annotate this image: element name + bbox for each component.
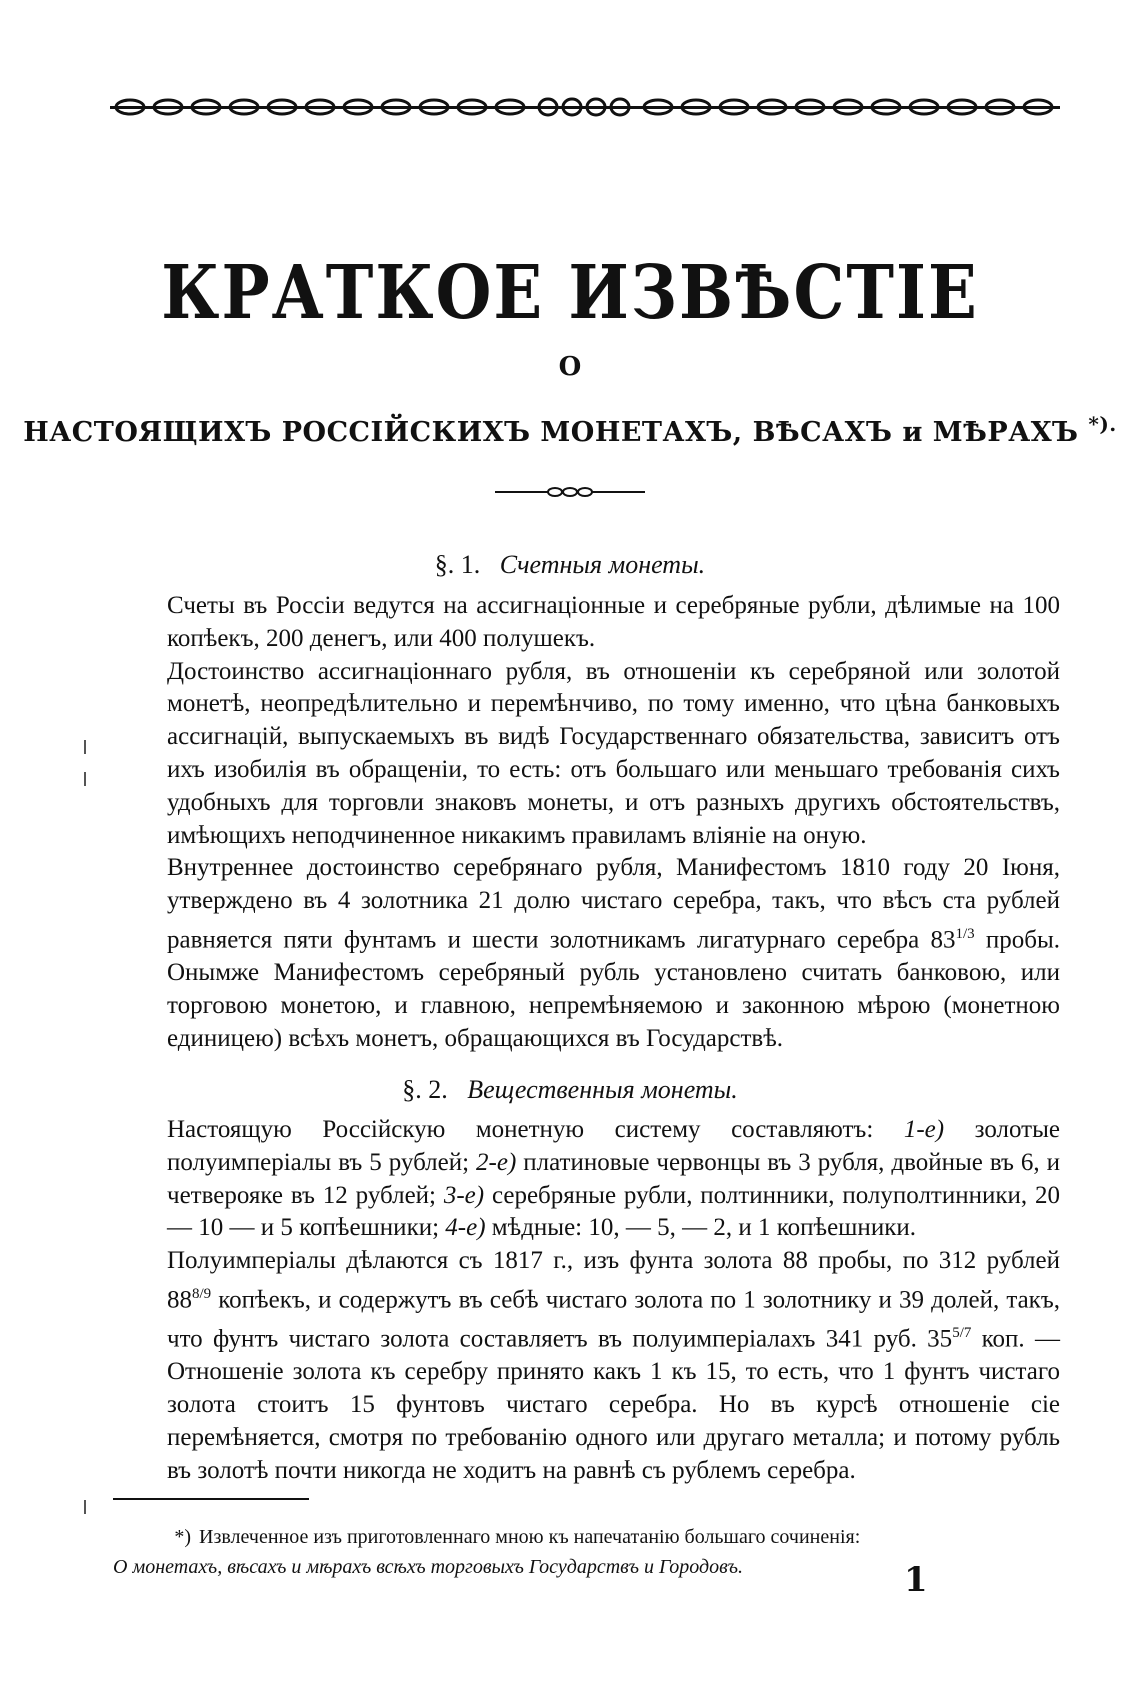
section-1-paragraph-4: пробы. Онымже Манифестомъ серебряный рубль установлено считать банковою, или торговою монетою, и главною, непремѣняемою и законною мѣрою (монетною единицею) всѣхъ монетъ, обращающихся въ Государствѣ. — [167, 926, 1061, 1052]
p1-enum-2: 2-е) — [476, 1148, 517, 1176]
fineness-fraction: 1/3 — [955, 925, 975, 942]
title-preposition: О — [558, 352, 582, 382]
section-1-paragraph-2: Достоинство ассигнаціоннаго рубля, въ отношеніи къ серебряной или золотой монетѣ, неопредѣлительно и перемѣнчиво, по тому именно, что цѣна банковыхъ ассигнацій, выпускаемыхъ въ видѣ Государственнаго обязательства, зависитъ отъ ихъ изобилія въ обращеніи, то есть: отъ большаго или меньшаго требованія сихъ удобныхъ для торговли знаковъ монеты, и отъ разныхъ другихъ обстоятельствъ, имѣющихъ неподчиненное никакимъ правиламъ вліяніе на оную. — [167, 657, 1060, 849]
section-1-paragraph-1: Счеты въ Россіи ведутся на ассигнаціонные и серебряные рубли, дѣлимые на 100 копѣекъ, 200 денегъ, или 400 полушекъ. — [167, 592, 1060, 652]
section-2-paragraph-2 — [167, 1245, 1060, 1487]
footnote-text-1: Извлеченное изъ приготовленнаго мною къ напечатанію большаго сочиненія: — [199, 1526, 861, 1548]
subtitle-text: НАСТОЯЩИХЪ РОССІЙСКИХЪ МОНЕТАХЪ, ВѢСАХЪ и МѢРАХЪ — [23, 417, 1079, 448]
p1-start: Настоящую Россійскую монетную систему составляютъ: — [167, 1116, 904, 1143]
fineness-whole: 83 — [930, 926, 956, 954]
p2-text-c: коп. — Отношеніе золота къ серебру принято какъ 1 къ 15, то есть, что 1 фунтъ чистаго золота стоитъ 15 фунтовъ чистаго серебра. Но въ курсѣ отношеніе сіе перемѣняется, смотря по требованію одного или другаго металла; и потому рубль въ золотѣ почти никогда не ходитъ на равнѣ съ рублемъ серебра. — [167, 1325, 1060, 1484]
p1-enum-4: 4-е) — [445, 1214, 486, 1242]
page-title: КРАТКОЕ ИЗВѢСТІЕ — [161, 250, 979, 337]
p1-text-1: золотые полуимперіалы въ 5 рублей; — [167, 1116, 1060, 1176]
footnote-rule — [113, 1498, 309, 1500]
p2-text-b: копѣекъ, и содержутъ въ себѣ чистаго золота по 1 золотнику и 39 долей, такъ, что фунтъ чистаго золота составляетъ въ полуимперіалахъ 341 руб. 35 — [167, 1286, 1060, 1353]
section-1-paragraph-3 — [167, 852, 1060, 1055]
footnote-line-1 — [113, 1522, 1063, 1552]
divider-ornament — [495, 484, 645, 500]
p2-text-a: Полуимперіалы дѣлаются съ 1817 г., изъ фунта золота 88 пробы, по 312 рублей — [167, 1247, 1060, 1275]
section-1-heading — [0, 550, 1140, 580]
p2-fraction-1: 8/9 — [192, 1285, 212, 1302]
section-1-number: §. 1. — [434, 550, 481, 579]
section-1-name: Счетныя монеты. — [499, 550, 706, 579]
section-2-paragraph-1 — [167, 1114, 1060, 1245]
p2-number: 88 — [167, 1286, 192, 1314]
scan-artifact — [84, 1500, 86, 1514]
p1-enum-1: 1-е) — [903, 1116, 945, 1143]
subtitle-footnote-mark: *). — [1088, 412, 1117, 436]
footnote-mark: *) — [174, 1526, 191, 1548]
p1-enum-3: 3-е) — [443, 1181, 485, 1209]
p1-text-2: платиновые червонцы въ 3 рубля, двойные въ 6, и четверояке въ 12 рублей; — [167, 1148, 1060, 1209]
section-2-heading — [0, 1075, 1140, 1105]
scan-artifact — [84, 772, 86, 786]
p1-text-3: серебряные рубли, полтинники, полуполтинники, 20 — 10 — и 5 копѣешники; — [167, 1181, 1061, 1242]
section-2-name: Вещественныя монеты. — [467, 1075, 738, 1104]
scan-artifact — [84, 740, 86, 754]
page-subtitle — [0, 412, 1140, 448]
section-1-paragraph-3-text: Внутреннее достоинство серебрянаго рубля, Манифестомъ 1810 году 20 Іюня, утверждено въ 4 золотника 21 долю чистаго серебра, такъ, что вѣсъ ста рублей равняется пяти фунтамъ и шести золотникамъ лигатурнаго серебра — [167, 854, 1060, 954]
section-1-body — [167, 590, 1060, 1055]
section-2-body — [167, 1114, 1060, 1487]
ornament-band — [110, 94, 1060, 120]
page-number: 1 — [904, 1560, 928, 1600]
p1-text-4: мѣдные: 10, — 5, — 2, и 1 копѣешники. — [485, 1214, 916, 1242]
section-2-number: §. 2. — [402, 1075, 448, 1104]
footnote-line-2: О монетахъ, вѣсахъ и мѣрахъ всѣхъ торговыхъ Государствъ и Городовъ. — [113, 1556, 743, 1578]
p2-fraction-2: 5/7 — [952, 1325, 972, 1342]
